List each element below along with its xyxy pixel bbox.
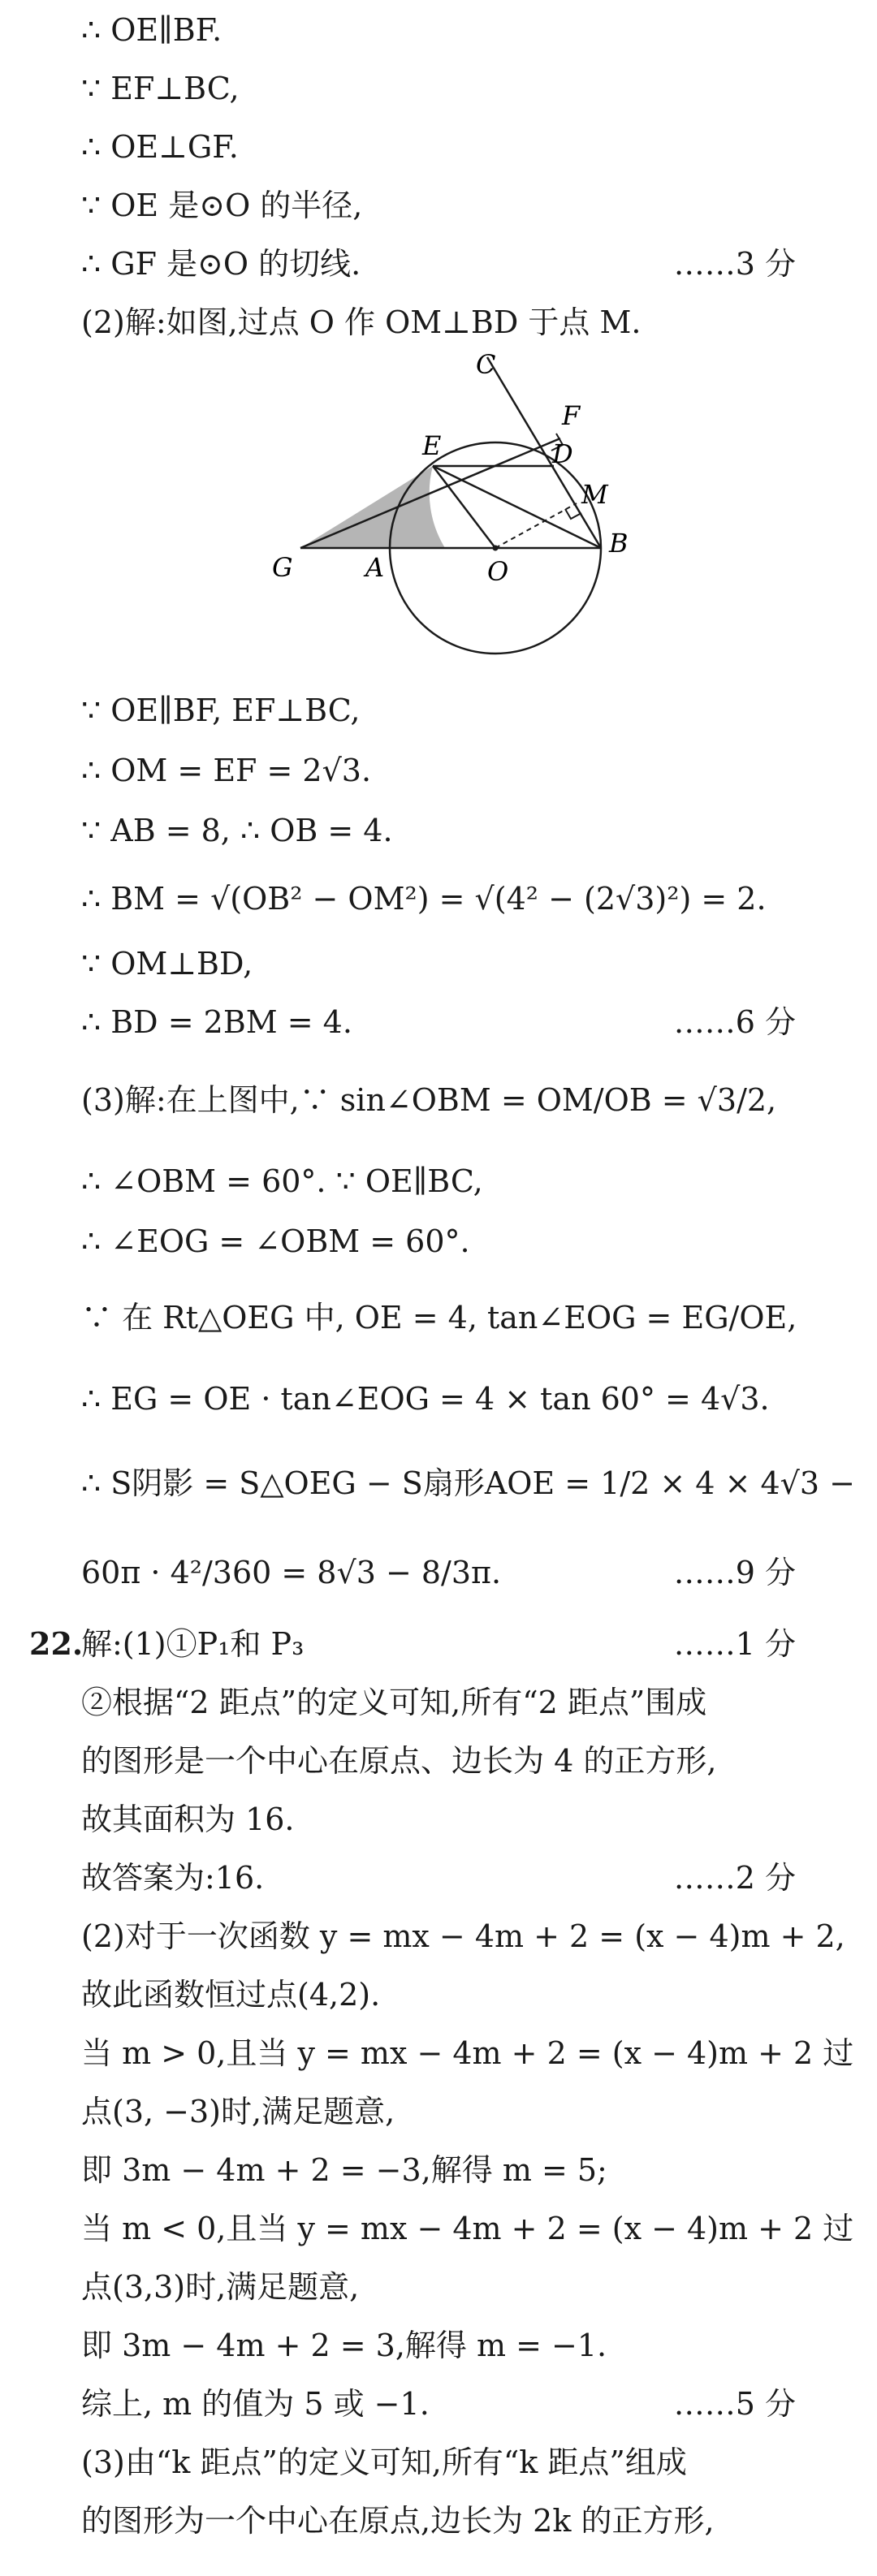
- score-label: ……1 分: [673, 1626, 796, 1662]
- p22-line-3: 的图形是一个中心在原点、边长为 4 的正方形,: [81, 1743, 717, 1779]
- label-g: G: [272, 552, 293, 583]
- label-a: A: [365, 552, 385, 583]
- label-b: B: [609, 528, 629, 559]
- part2-heading: (2)解:如图,过点 O 作 OM⊥BD 于点 M.: [81, 304, 642, 340]
- p22-line-5: 故答案为:16. ……2 分: [81, 1848, 836, 1908]
- proof-line-1: ∴ OE∥BF.: [81, 12, 222, 48]
- p22-line-10: 即 3m − 4m + 2 = −3,解得 m = 5;: [81, 2152, 607, 2188]
- part2-line-1: ∵ OE∥BF, EF⊥BC,: [81, 693, 361, 728]
- proof-line-4: ∵ OE 是⊙O 的半径,: [81, 188, 363, 223]
- part2-line-4: ∴ BM = √(OB² − OM²) = √(4² − (2√3)²) = 2.: [81, 881, 767, 917]
- score-label: ……9 分: [673, 1555, 796, 1590]
- part2-line-2: ∴ OM = EF = 2√3.: [81, 753, 372, 788]
- label-c: C: [476, 349, 496, 380]
- p22-line-12: 点(3,3)时,满足题意,: [81, 2269, 360, 2305]
- part3-line-1: (3)解:在上图中,∵ sin∠OBM = OM/OB = √3/2,: [81, 1082, 777, 1118]
- problem-number: 22.: [29, 1625, 84, 1662]
- label-e: E: [422, 430, 442, 461]
- proof-line-2: ∵ EF⊥BC,: [81, 71, 240, 106]
- p22-line-16: 的图形为一个中心在原点,边长为 2k 的正方形,: [81, 2503, 715, 2539]
- segment-om: [495, 503, 577, 548]
- p22-line-9: 点(3, −3)时,满足题意,: [81, 2094, 395, 2129]
- proof-line-3: ∴ OE⊥GF.: [81, 129, 239, 165]
- p22-line-11: 当 m < 0,且当 y = mx − 4m + 2 = (x − 4)m + 2 过: [81, 2211, 854, 2246]
- label-f: F: [562, 400, 581, 431]
- score-label: ……5 分: [673, 2386, 796, 2422]
- p22-line-7: 故此函数恒过点(4,2).: [81, 1977, 381, 2013]
- part2-line-3: ∵ AB = 8, ∴ OB = 4.: [81, 813, 393, 848]
- p22-line-13: 即 3m − 4m + 2 = 3,解得 m = −1.: [81, 2328, 607, 2363]
- p22-line-4: 故其面积为 16.: [81, 1801, 295, 1837]
- proof-line-5: ∴ GF 是⊙O 的切线. ……3 分: [81, 234, 836, 294]
- p22-line-8: 当 m > 0,且当 y = mx − 4m + 2 = (x − 4)m + 2 过: [81, 2035, 854, 2071]
- label-d: D: [552, 438, 573, 469]
- label-m: M: [581, 479, 608, 510]
- p22-line-14: 综上, m 的值为 5 或 −1. ……5 分: [81, 2374, 836, 2434]
- p22-line-6: (2)对于一次函数 y = mx − 4m + 2 = (x − 4)m + 2,: [81, 1918, 845, 1954]
- score-label: ……2 分: [673, 1860, 796, 1896]
- part2-line-5: ∵ OM⊥BD,: [81, 946, 253, 982]
- part3-line-4: ∵ 在 Rt△OEG 中, OE = 4, tan∠EOG = EG/OE,: [81, 1300, 797, 1335]
- score-label: ……6 分: [673, 1004, 796, 1040]
- shaded-region: [300, 466, 445, 548]
- p22-line-2: ②根据“2 距点”的定义可知,所有“2 距点”围成: [81, 1685, 707, 1720]
- part3-line-6: ∴ S阴影 = S△OEG − S扇形AOE = 1/2 × 4 × 4√3 −: [81, 1465, 855, 1501]
- part3-line-3: ∴ ∠EOG = ∠OBM = 60°.: [81, 1223, 470, 1259]
- label-o: O: [487, 556, 509, 587]
- part3-line-2: ∴ ∠OBM = 60°. ∵ OE∥BC,: [81, 1163, 483, 1199]
- p22-line-15: (3)由“k 距点”的定义可知,所有“k 距点”组成: [81, 2444, 687, 2480]
- center-point: [493, 546, 499, 551]
- p22-line-1: 解:(1)①P₁和 P₃ ……1 分: [81, 1614, 836, 1674]
- part3-line-5: ∴ EG = OE · tan∠EOG = 4 × tan 60° = 4√3.: [81, 1381, 770, 1417]
- score-label: ……3 分: [673, 246, 796, 282]
- part2-line-6: ∴ BD = 2BM = 4. ……6 分: [81, 992, 836, 1052]
- part3-line-7: 60π · 4²/360 = 8√3 − 8/3π. ……9 分: [81, 1543, 836, 1603]
- geometry-figure: [268, 341, 674, 682]
